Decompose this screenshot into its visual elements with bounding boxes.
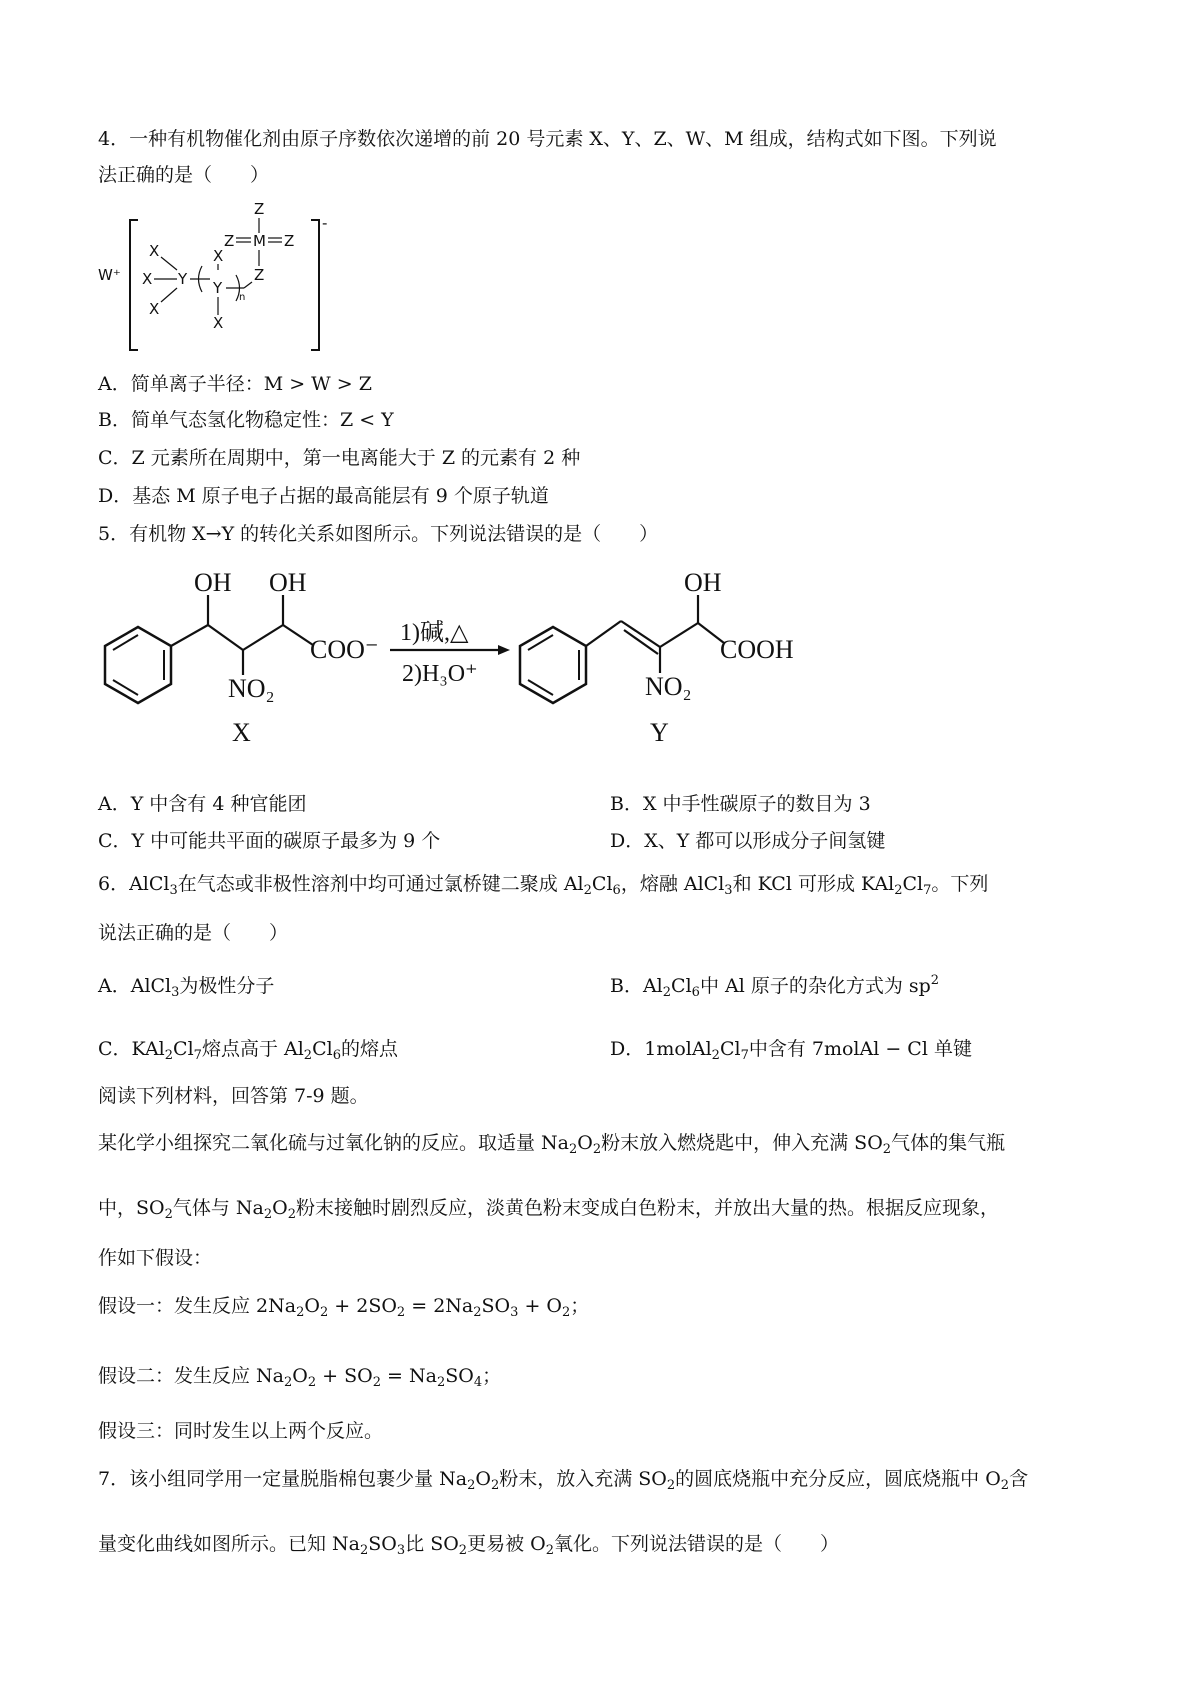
benzene-ring-x bbox=[105, 627, 171, 703]
x-compound-label: X bbox=[232, 718, 251, 747]
q6-stem-line2: 说法正确的是（ ） bbox=[98, 922, 289, 944]
q4-atom-x-left: X bbox=[142, 270, 153, 288]
q4-atom-y-unit: Y bbox=[213, 279, 223, 297]
reaction-condition-1: 1)碱,△ bbox=[400, 620, 469, 646]
y-cooh: COOH bbox=[720, 635, 794, 664]
hypothesis-3: 假设三：同时发生以上两个反应。 bbox=[98, 1420, 384, 1442]
benzene-ring-y bbox=[520, 627, 586, 703]
x-oh-1: OH bbox=[194, 568, 232, 597]
q6-stem-line1: 6．AlCl$_3$在气态或非极性溶剂中均可通过氯桥键二聚成 $Al_2Cl_6$，熔融 AlCl$_3$和 KCl 可形成 $KAl_2Cl_7$。下列 bbox=[98, 873, 989, 898]
q5-option-c: C．Y 中可能共平面的碳原子最多为 9 个 bbox=[98, 830, 441, 852]
hypothesis-1: 假设一：发生反应 $2Na_2O_2 + 2SO_2 = 2Na_2SO_3 + O_2$； bbox=[98, 1295, 590, 1320]
q4-atom-y-left: Y bbox=[178, 270, 188, 288]
reaction-condition-2: 2)H₃O⁺ bbox=[402, 661, 478, 687]
x-coo-minus: COO⁻ bbox=[310, 635, 379, 664]
q4-atom-x-unit-bottom: X bbox=[213, 314, 224, 332]
q4-atom-x-top: X bbox=[149, 242, 160, 260]
q5-reaction-figure bbox=[98, 565, 898, 765]
material-para-line2: 中，$SO_2$气体与 $Na_2O_2$粉末接触时剧烈反应，淡黄色粉末变成白色粉末，并放出大量的热。根据反应现象， bbox=[98, 1197, 1000, 1222]
q4-repeat-n: n bbox=[239, 292, 246, 303]
x-no2: NO₂ bbox=[228, 674, 275, 703]
q4-anion-charge: - bbox=[322, 214, 328, 232]
q4-option-b: B．简单气态氢化物稳定性：Z < Y bbox=[98, 409, 394, 431]
q7-stem-line2: 量变化曲线如图所示。已知 $Na_2SO_3$比 $SO_2$更易被 $O_2$氧化。下列说法错误的是（ ） bbox=[98, 1533, 839, 1558]
q4-atom-z-right: Z bbox=[284, 232, 295, 250]
q4-structure-figure bbox=[98, 200, 358, 370]
q4-atom-x-bottom: X bbox=[149, 300, 160, 318]
material-para-line3: 作如下假设： bbox=[98, 1247, 213, 1269]
y-no2: NO₂ bbox=[645, 672, 692, 701]
q4-stem-line1: 4．一种有机物催化剂由原子序数依次递增的前 20 号元素 X、Y、Z、W、M 组成，结构式如下图。下列说 bbox=[98, 128, 997, 150]
q4-option-d: D．基态 M 原子电子占据的最高能层有 9 个原子轨道 bbox=[98, 485, 549, 507]
q4-option-c: C．Z 元素所在周期中，第一电离能大于 Z 的元素有 2 种 bbox=[98, 447, 581, 469]
q4-atom-z-link: Z bbox=[254, 266, 265, 284]
q4-atom-z-left: Z bbox=[224, 232, 235, 250]
q5-option-b: B．X 中手性碳原子的数目为 3 bbox=[610, 793, 871, 815]
q5-option-a: A．Y 中含有 4 种官能团 bbox=[98, 793, 307, 815]
x-oh-2: OH bbox=[269, 568, 307, 597]
q5-stem: 5．有机物 X→Y 的转化关系如图所示。下列说法错误的是（ ） bbox=[98, 523, 659, 545]
q4-atom-x-unit-top: X bbox=[213, 247, 224, 265]
q4-atom-z-top: Z bbox=[254, 200, 265, 218]
material-intro: 阅读下列材料，回答第 7-9 题。 bbox=[98, 1085, 369, 1107]
q6-option-c: C．$KAl_2Cl_7$熔点高于 $Al_2Cl_6$的熔点 bbox=[98, 1038, 398, 1063]
y-compound-label: Y bbox=[650, 718, 669, 747]
q6-option-a: A．AlCl$_3$为极性分子 bbox=[98, 975, 275, 1000]
q4-atom-m: M bbox=[253, 232, 266, 250]
q4-option-a: A．简单离子半径：M > W > Z bbox=[98, 373, 372, 395]
q6-option-d: D．$1molAl_2Cl_7$中含有 7molAl − Cl 单键 bbox=[610, 1038, 972, 1063]
material-para-line1: 某化学小组探究二氧化硫与过氧化钠的反应。取适量 $Na_2O_2$粉末放入燃烧匙中，伸入充满 $SO_2$气体的集气瓶 bbox=[98, 1132, 1006, 1157]
q7-stem-line1: 7．该小组同学用一定量脱脂棉包裹少量 $Na_2O_2$粉末，放入充满 $SO_2$的圆底烧瓶中充分反应，圆底烧瓶中 $O_2$含 bbox=[98, 1468, 1029, 1493]
q4-stem-line2: 法正确的是（ ） bbox=[98, 164, 270, 186]
hypothesis-2: 假设二：发生反应 $Na_2O_2 + SO_2 = Na_2SO_4$； bbox=[98, 1365, 502, 1390]
q5-option-d: D．X、Y 都可以形成分子间氢键 bbox=[610, 830, 886, 852]
q6-option-b: B．$Al_2Cl_6$中 Al 原子的杂化方式为 $sp^2$ bbox=[610, 973, 940, 1000]
y-oh: OH bbox=[684, 568, 722, 597]
q4-cation-label: W⁺ bbox=[98, 266, 121, 284]
